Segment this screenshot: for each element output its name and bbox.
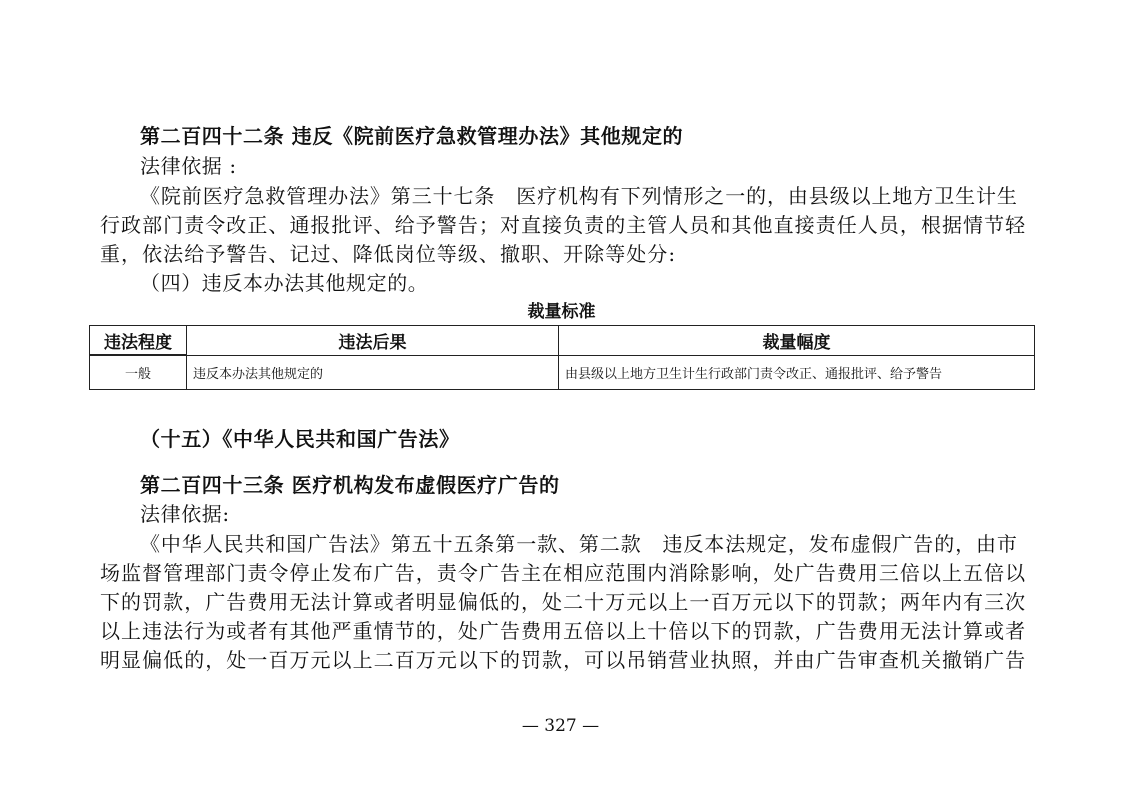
legal-basis-text-line: 场监督管理部门责令停止发布广告，责令广告主在相应范围内消除影响，处广告费用三倍以上五倍以 xyxy=(100,561,1027,585)
legal-basis-text-line: 重，依法给予警告、记过、降低岗位等级、撤职、开除等处分: xyxy=(100,242,677,266)
article-title-243: 第二百四十三条 医疗机构发布虚假医疗广告的 xyxy=(140,473,560,497)
cell-consequence: 违反本办法其他规定的 xyxy=(187,355,559,390)
legal-basis-text-line: 《中华人民共和国广告法》第五十五条第一款、第二款 违反本法规定，发布虚假广告的，由市 xyxy=(140,532,1018,556)
legal-basis-label-242: 法律依据 : xyxy=(140,154,237,178)
table-header-row xyxy=(90,326,1035,356)
legal-basis-text-line: （四）违反本办法其他规定的。 xyxy=(140,271,429,295)
column-header-discretion-range: 裁量幅度 xyxy=(559,326,1035,356)
column-header-severity: 违法程度 xyxy=(90,326,187,356)
legal-basis-text-line: 以上违法行为或者有其他严重情节的，处广告费用五倍以上十倍以下的罚款，广告费用无法计算或者 xyxy=(100,619,1027,643)
table-row xyxy=(90,355,1035,390)
table-title: 裁量标准 xyxy=(527,302,596,322)
discretion-standard-table xyxy=(89,325,1035,390)
cell-severity: 一般 xyxy=(90,355,187,390)
column-header-consequence: 违法后果 xyxy=(187,326,559,356)
law-section-heading: （十五）《中华人民共和国广告法》 xyxy=(140,427,460,451)
cell-discretion-range: 由县级以上地方卫生计生行政部门责令改正、通报批评、给予警告 xyxy=(559,355,1035,390)
page-number: — 327 — xyxy=(521,716,600,736)
legal-basis-text-line: 下的罚款，广告费用无法计算或者明显偏低的，处二十万元以上一百万元以下的罚款；两年内有三次 xyxy=(100,590,1027,614)
legal-basis-label-243: 法律依据: xyxy=(140,502,230,526)
legal-basis-text-line: 明显偏低的，处一百万元以上二百万元以下的罚款，可以吊销营业执照，并由广告审查机关撤销广告 xyxy=(100,648,1027,672)
legal-basis-text-line: 《院前医疗急救管理办法》第三十七条 医疗机构有下列情形之一的，由县级以上地方卫生计生 xyxy=(140,184,1018,208)
article-title-242: 第二百四十二条 违反《院前医疗急救管理办法》其他规定的 xyxy=(140,124,684,148)
legal-basis-text-line: 行政部门责令改正、通报批评、给予警告；对直接负责的主管人员和其他直接责任人员，根据情节轻 xyxy=(100,213,1027,237)
